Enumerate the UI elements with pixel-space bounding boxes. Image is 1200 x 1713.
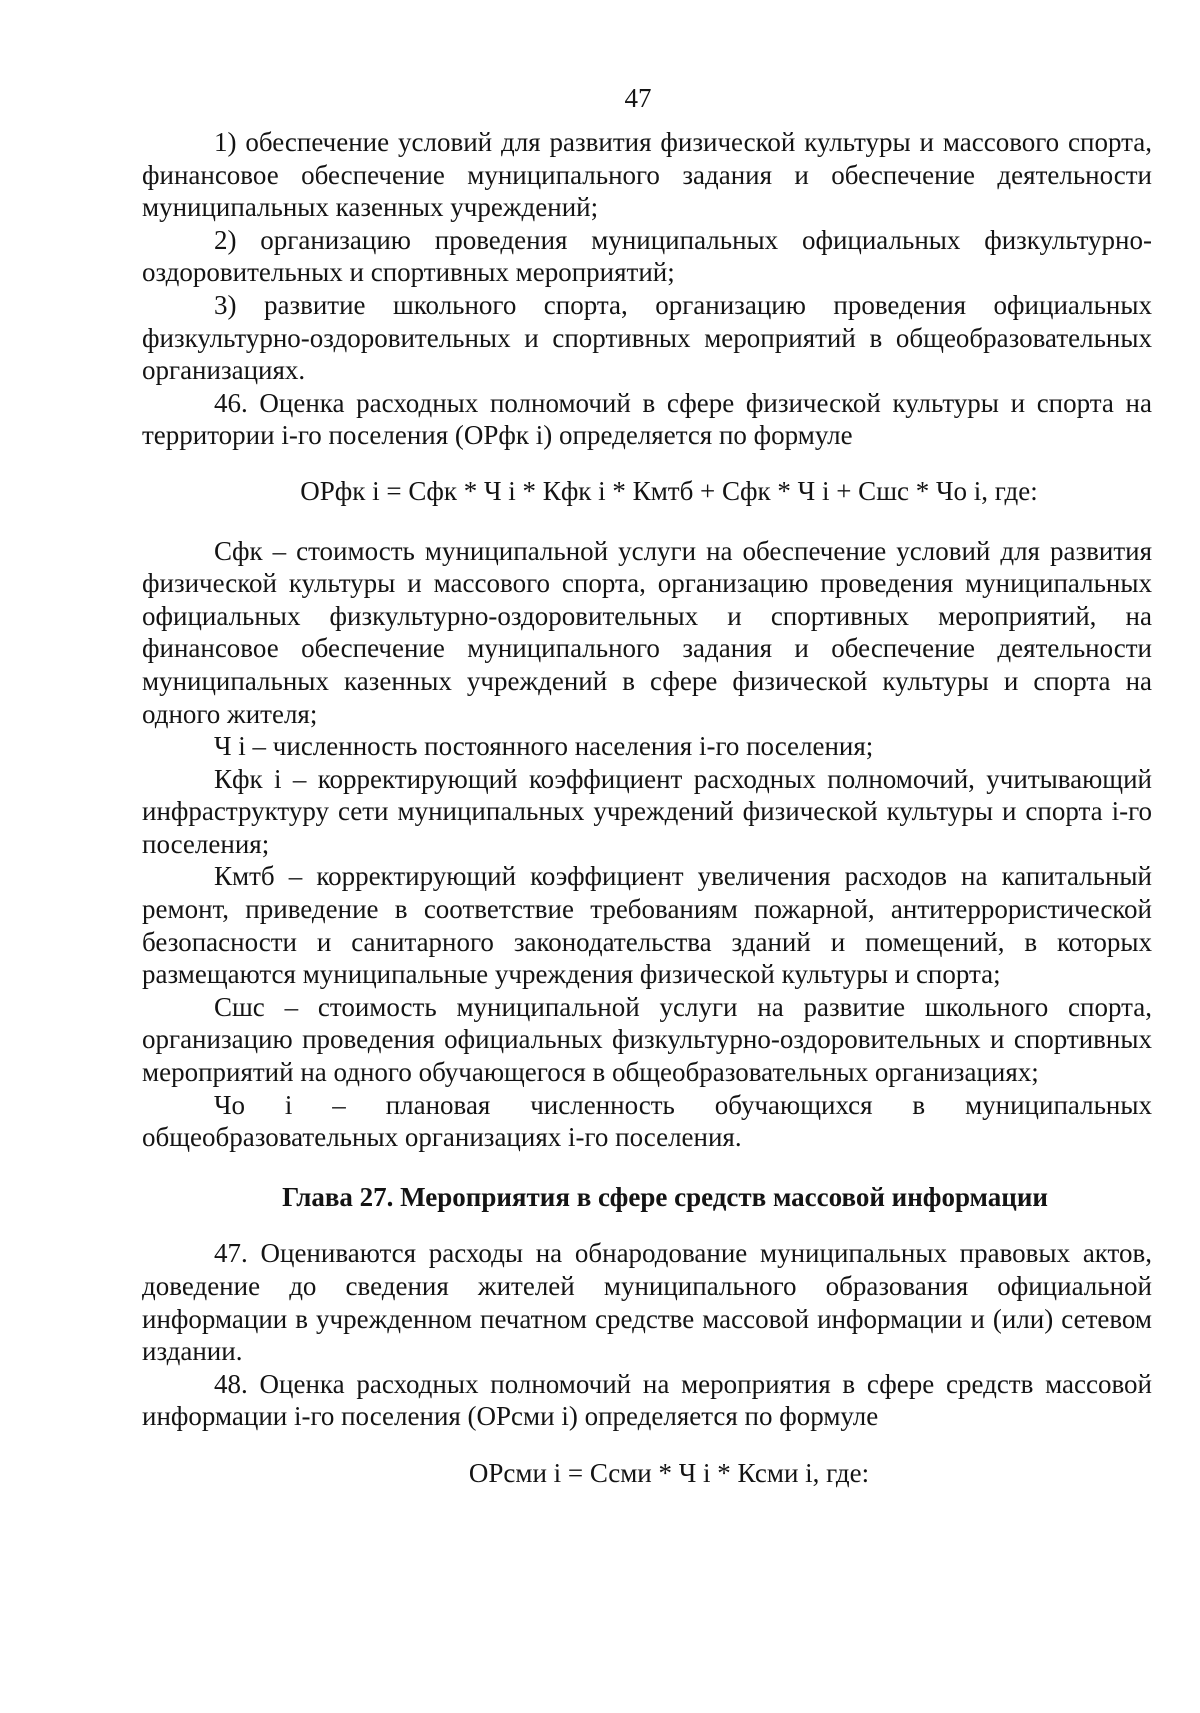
page-number: 47 [624, 83, 652, 113]
definition-choi: Чо i – плановая численность обучающихся в муниципальных общеобразовательных организациях i-го поселения. [142, 1089, 1152, 1153]
definition-chi: Ч i – численность постоянного населения i-го поселения; [214, 731, 874, 762]
chapter-heading: Глава 27. Мероприятия в сфере средств массовой информации [282, 1181, 1048, 1212]
formula-orsmi: ОРсми i = Ссми * Ч i * Ксми i, где: [468, 1457, 870, 1488]
document-body [142, 126, 1152, 1490]
paragraph-47: 47. Оцениваются расходы на обнародование муниципальных правовых актов, доведение до сведения жителей муниципального образования официальной информации в учрежденном печатном средстве массовой информации и (или) сетевом издании. [142, 1238, 1152, 1367]
definition-sshs: Сшс – стоимость муниципальной услуги на развитие школьного спорта, организацию проведения официальных физкультурно-оздоровительных и спортивных мероприятий на одного обучающегося в общеобразовательных организациях; [142, 991, 1152, 1088]
definition-sfk: Сфк – стоимость муниципальной услуги на обеспечение условий для развития физической культуры и массового спорта, организацию проведения муниципальных официальных физкультурно-оздоровительных и спортивных мероприятий, на финансовое обеспечение муниципального задания и обеспечение деятельности муниципальных казенных учреждений в сфере физической культуры и спорта на одного жителя; [142, 535, 1152, 729]
paragraph-item-1: 1) обеспечение условий для развития физической культуры и массового спорта, финансовое обеспечение муниципального задания и обеспечение деятельности муниципальных казенных учреждений; [142, 127, 1152, 223]
paragraph-item-3: 3) развитие школьного спорта, организацию проведения официальных физкультурно-оздоровительных и спортивных мероприятий в общеобразовательных организациях. [142, 289, 1152, 386]
paragraph-48: 48. Оценка расходных полномочий на мероприятия в сфере средств массовой информации i-го поселения (ОРсми i) определяется по формуле [142, 1368, 1152, 1432]
formula-orfk: ОРфк i = Сфк * Ч i * Кфк i * Кмтб + Сфк * Ч i + Сшс * Чо i, где: [300, 475, 1038, 506]
paragraph-item-2: 2) организацию проведения муниципальных официальных физкультурно-оздоровительных и спортивных мероприятий; [142, 224, 1152, 288]
definition-kmtb: Кмтб – корректирующий коэффициент увеличения расходов на капитальный ремонт, приведение в соответствие требованиям пожарной, антитеррористической безопасности и санитарного законодательства зданий и помещений, в которых размещаются муниципальные учреждения физической культуры и спорта; [142, 861, 1152, 990]
definition-kfk: Кфк i – корректирующий коэффициент расходных полномочий, учитывающий инфраструктуру сети муниципальных учреждений физической культуры и спорта i-го поселения; [142, 763, 1152, 859]
paragraph-46: 46. Оценка расходных полномочий в сфере физической культуры и спорта на территории i-го поселения (ОРфк i) определяется по формуле [142, 387, 1152, 451]
